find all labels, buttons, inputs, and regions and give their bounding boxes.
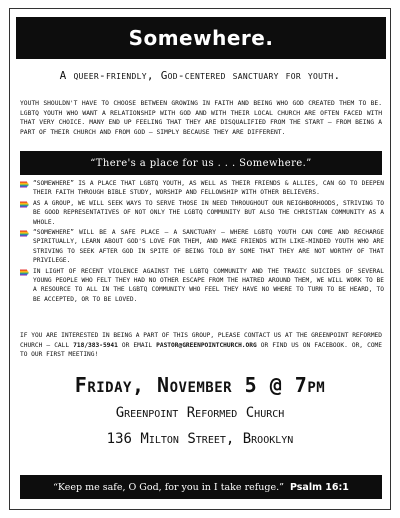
event-address: 136 Milton Street, Brooklyn (106, 431, 294, 447)
event-venue: Greenpoint Reformed Church (115, 405, 285, 421)
contact-text-after: OR FIND US ON FACEBOOK. OR, COME TO OUR FIRST MEETING! (20, 341, 382, 359)
contact-phone: 718/383-5941 (73, 341, 118, 349)
intro-paragraph: YOUTH SHOULDN'T HAVE TO CHOOSE BETWEEN GROWING IN FAITH AND BEING WHO GOD CREATED THEM TO BE. LGBTQ YOUTH WHO WANT A RELATIONSHIP WITH GOD AND WITH THEIR LOCAL CHURCH ARE OFTEN FACED WITH THAT VERY CHOICE. MANY END UP FEELING THAT THEY ARE DISQUALIFIED FROM THE START – FROM BEING A PART OF THEIR CHURCH AND FROM GOD – SIMPLY BECAUSE THEY ARE DIFFERENT. (20, 100, 382, 136)
rainbow-bullet-icon (20, 269, 29, 276)
mission-bullet-list (20, 179, 384, 305)
verse-text: “Keep me safe, O God, for you in I take refuge.” (53, 481, 284, 493)
bullet-text: “SOMEWHERE” WILL BE A SAFE PLACE – A SANCTUARY – WHERE LGBTQ YOUTH CAN COME AND RECHARGE SPIRITUALLY, LEARN ABOUT GOD'S LOVE FOR THEM, AND MAKE FRIENDS WITH LIKE-MINDED YOUTH WHO ARE STRIVING TO SEEK AFTER GOD IN SPITE OF BEING TOLD BY SOME THAT THEY ARE NOT WORTHY OF THAT PRIVILEGE. (33, 229, 384, 265)
event-date: Friday, November 5 @ 7pm (74, 373, 326, 397)
flyer-page (9, 8, 391, 510)
list-item (20, 199, 384, 227)
list-item (20, 267, 384, 305)
quote-banner-text: “There's a place for us . . . Somewhere.” (90, 157, 312, 169)
flyer-title: Somewhere. (128, 26, 274, 50)
bullet-text: AS A GROUP, WE WILL SEEK WAYS TO SERVE THOSE IN NEED THROUGHOUT OUR NEIGHBORHOODS, STRIVING TO BE GOOD REPRESENTATIVES OF NOT ONLY THE LGBTQ COMMUNITY BUT ALSO THE CHRISTIAN COMMUNITY AS A WHOLE. (33, 199, 384, 226)
title-banner (16, 17, 386, 59)
list-item (20, 179, 384, 198)
quote-banner (20, 151, 382, 175)
verse-reference: Psalm 16:1 (289, 481, 349, 493)
contact-text-before: IF YOU ARE INTERESTED IN BEING A PART OF THIS GROUP, PLEASE CONTACT US AT THE GREENPOINT REFORMED CHURCH – CALL (20, 332, 382, 349)
contact-paragraph (20, 331, 382, 360)
contact-text-middle: OR EMAIL (117, 341, 157, 349)
flyer-subtitle: A queer-friendly, God-centered sanctuary for youth. (59, 69, 341, 82)
rainbow-bullet-icon (20, 181, 29, 188)
bullet-text: “SOMEWHERE” IS A PLACE THAT LGBTQ YOUTH, AS WELL AS THEIR FRIENDS & ALLIES, CAN GO TO DEEPEN THEIR FAITH THROUGH BIBLE STUDY, WORSHIP AND FELLOWSHIP WITH OTHER BELIEVERS. (33, 180, 384, 197)
list-item (20, 228, 384, 266)
contact-email: PASTOR@GREENPOINTCHURCH.ORG (156, 341, 257, 349)
rainbow-bullet-icon (20, 201, 29, 208)
bullet-text: IN LIGHT OF RECENT VIOLENCE AGAINST THE LGBTQ COMMUNITY AND THE TRAGIC SUICIDES OF SEVERAL YOUNG PEOPLE WHO FELT THEY HAD NO OTHER ESCAPE FROM THE HATRED AROUND THEM, WE WILL WORK TO BE A RESOURCE TO ALL IN THE LGBTQ COMMUNITY WHO FEEL THEY HAVE NO WHERE TO TURN TO BE HEARD, TO BE ACCEPTED, OR TO BE LOVED. (33, 267, 384, 303)
verse-banner (20, 475, 382, 499)
rainbow-bullet-icon (20, 230, 29, 237)
